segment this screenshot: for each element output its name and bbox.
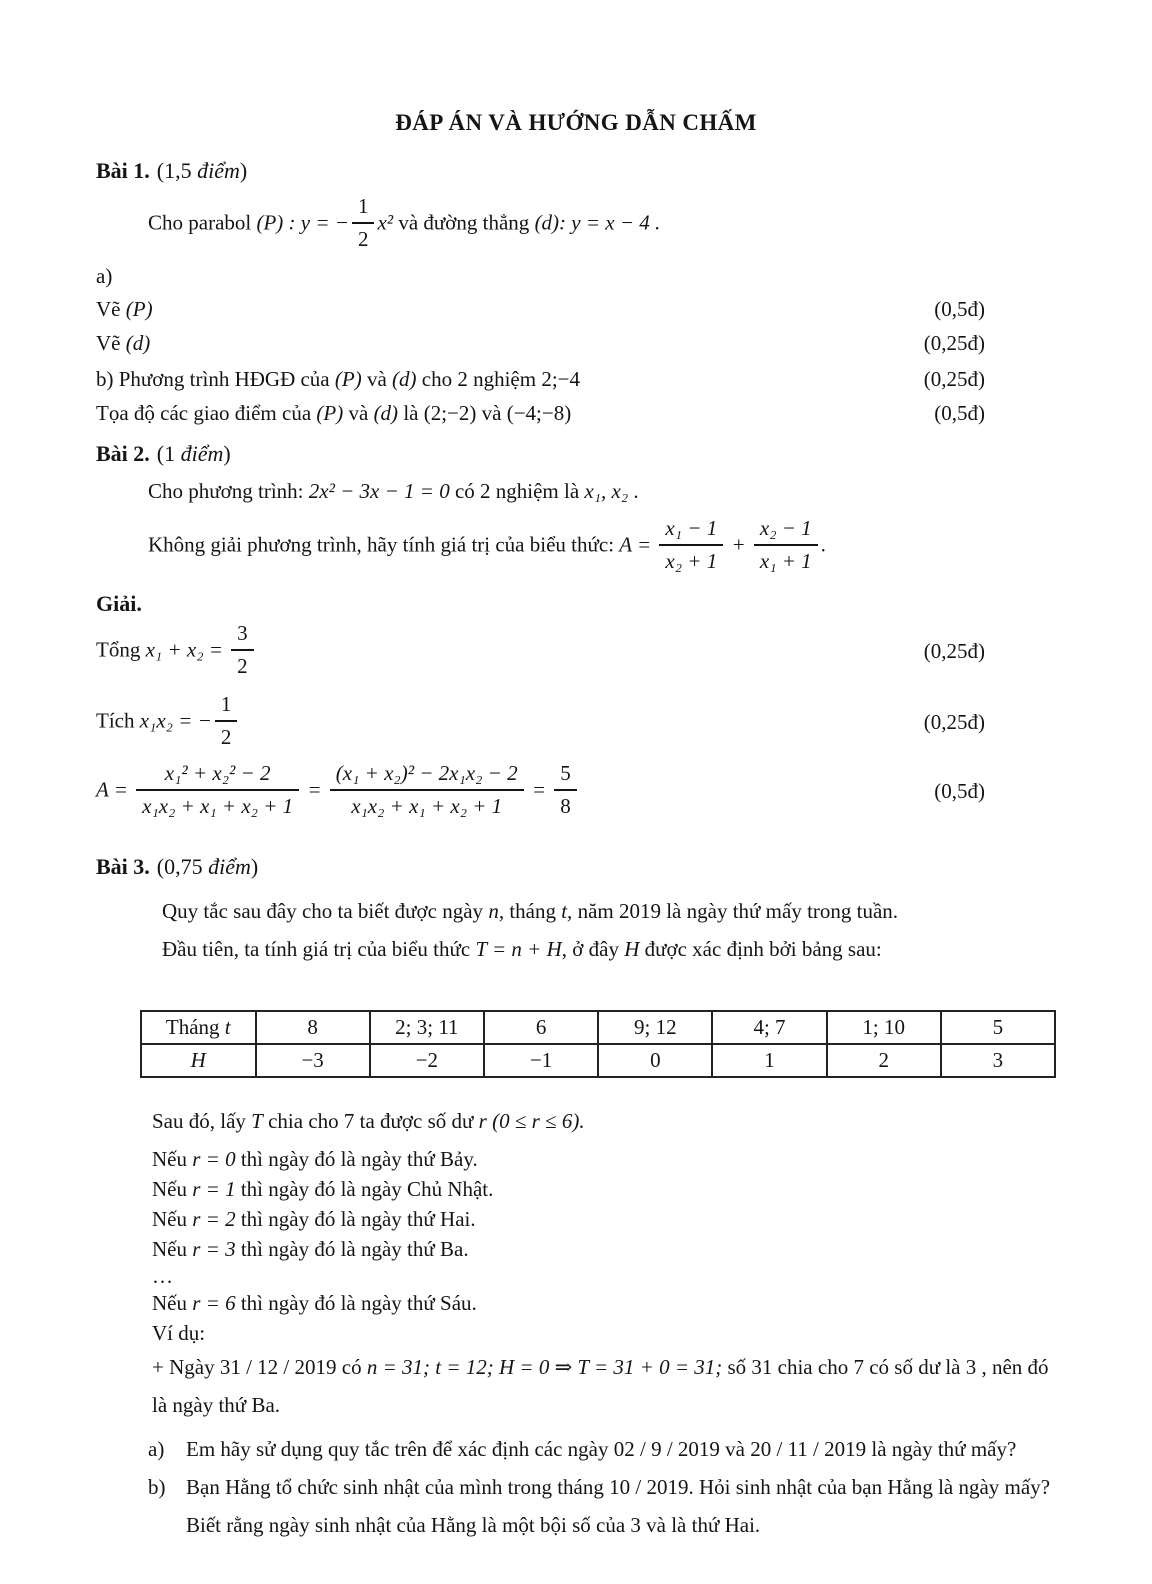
text-segment: tháng (504, 899, 562, 923)
math-segment: n, (488, 899, 505, 923)
math-segment: 2;−4 (541, 367, 581, 391)
row-content (96, 331, 924, 356)
text-segment: Đầu tiên, ta tính giá trị của biểu thức (162, 937, 476, 961)
text-segment: thì ngày đó là ngày thứ Hai. (235, 1207, 476, 1231)
table-header-h: H (141, 1044, 256, 1077)
math-segment: (0 ≤ r ≤ 6). (486, 1109, 585, 1133)
question-text: Bạn Hằng tổ chức sinh nhật của mình trong tháng 10 / 2019. Hỏi sinh nhật của bạn Hằng là ngày mấy? Biết rằng ngày sinh nhật của Hằng là một bội số của 3 và là thứ Hai. (186, 1475, 1051, 1537)
score-row-a-computation (96, 761, 1056, 822)
math-segment: r = 2 (192, 1207, 236, 1231)
question-label: b) (148, 1475, 166, 1499)
math-segment: r = 0 (192, 1147, 236, 1171)
fraction-denominator: x₁x₂ + x₁ + x₂ + 1 (351, 794, 503, 818)
points-badge: (0,25đ) (923, 331, 985, 355)
fraction-numerator: x₁² + x₂² − 2 (136, 759, 299, 791)
points-badge: (0,25đ) (923, 639, 985, 663)
fraction-numerator: 3 (231, 619, 254, 651)
math-segment: (d) (125, 331, 151, 355)
points-badge: (0,5đ) (934, 401, 985, 425)
math-segment: t (224, 1015, 231, 1039)
points-word: điểm (180, 441, 224, 466)
bai1-points-note (157, 158, 247, 183)
text-segment: Tọa độ các giao điểm của (96, 401, 317, 425)
ellipsis-line: … (152, 1264, 173, 1288)
fraction (231, 619, 254, 680)
text-segment: Cho parabol (148, 210, 257, 235)
example-label: Ví dụ: (152, 1321, 206, 1345)
bai3-heading (96, 852, 1056, 882)
table-row-h-values (141, 1044, 1055, 1077)
table-cell: −1 (484, 1044, 598, 1077)
bai1-heading (96, 156, 1056, 186)
bai2-expression-line (96, 516, 1056, 577)
fraction (330, 759, 524, 820)
text-segment: có 2 nghiệm là (449, 479, 585, 503)
math-segment: (P) (334, 367, 362, 391)
question-label: a) (148, 1437, 165, 1461)
bai2-heading (96, 439, 1056, 469)
math-segment: A = (619, 532, 657, 557)
text-segment: chia cho 7 ta được số dư (262, 1109, 479, 1133)
math-segment: n = 31; t = 12; H = 0 ⇒ T = 31 + 0 = 31; (366, 1355, 723, 1379)
math-segment: A = (96, 777, 134, 802)
points-close: ) (250, 854, 259, 879)
text-segment: Tháng (165, 1015, 225, 1039)
math-segment: r = 3 (192, 1237, 236, 1261)
text-segment: thì ngày đó là ngày thứ Bảy. (235, 1147, 478, 1171)
fraction-numerator: 1 (215, 690, 238, 722)
fraction (352, 192, 375, 253)
math-segment: (P) : y = − (256, 210, 349, 235)
fraction-denominator: 8 (560, 794, 571, 818)
fraction-denominator: 2 (220, 725, 232, 749)
fraction (554, 759, 577, 820)
score-row-tich (96, 692, 1056, 753)
math-segment: x₁ + x₂ = (145, 637, 229, 662)
math-segment: r (478, 1109, 487, 1133)
text-segment: + Ngày 31 / 12 / 2019 có (152, 1355, 367, 1379)
question-item-b (96, 1468, 1056, 1544)
fraction-numerator: x₁ − 1 (659, 514, 723, 546)
text-segment: Nếu (152, 1147, 193, 1171)
text-segment: b) Phương trình HĐGĐ của (96, 367, 335, 391)
table-cell: 9; 12 (598, 1011, 712, 1044)
table-cell: −2 (370, 1044, 484, 1077)
text-segment: Vẽ (96, 297, 126, 321)
table-cell: 8 (256, 1011, 370, 1044)
math-segment: (−4;−8) (506, 401, 572, 425)
fraction-denominator: 2 (357, 227, 369, 251)
text-segment: Nếu (152, 1291, 193, 1315)
bai3-label: Bài 3. (96, 854, 150, 879)
points-badge: (0,5đ) (934, 297, 985, 321)
rule-r1 (152, 1174, 1056, 1204)
text-segment: Vẽ (96, 331, 126, 355)
bai3-paragraph-line2 (162, 930, 1056, 968)
math-segment: (2;−2) (423, 401, 477, 425)
math-segment: = (526, 777, 552, 802)
row-content (96, 401, 934, 426)
text-segment: . (820, 532, 826, 557)
fraction-numerator: 5 (554, 759, 577, 791)
text-segment: được xác định bởi bảng sau: (639, 937, 882, 961)
fraction (215, 690, 238, 751)
fraction-numerator: (x₁ + x₂)² − 2x₁x₂ − 2 (330, 759, 524, 791)
bai2-problem-statement (96, 476, 1056, 506)
bai3-rule-paragraph (96, 892, 1056, 968)
math-segment: T = n + H (475, 937, 562, 961)
row-content (96, 621, 924, 682)
math-segment: x² (377, 210, 394, 235)
bai1-label: Bài 1. (96, 158, 150, 183)
text-segment: Cho phương trình: (148, 479, 309, 503)
math-segment: x₁, x₂ (584, 479, 629, 503)
row-content (96, 692, 924, 753)
text-segment: thì ngày đó là ngày thứ Ba. (235, 1237, 469, 1261)
row-content (96, 761, 934, 822)
table-cell: 0 (598, 1044, 712, 1077)
text-segment: số 31 chia cho 7 có số dư là 3 , nên đó là ngày thứ Ba. (152, 1355, 1049, 1417)
example-paragraph (152, 1348, 1056, 1424)
score-row-ve-d (96, 331, 1056, 356)
fraction-denominator: x₂ + 1 (665, 549, 718, 573)
question-item-a (96, 1430, 1056, 1468)
rule-r0 (152, 1144, 1056, 1174)
fraction-numerator: x₂ − 1 (754, 514, 818, 546)
text-segment: và đường thẳng (393, 210, 535, 235)
text-segment: Không giải phương trình, hãy tính giá trị của biểu thức: (148, 532, 620, 557)
text-segment: và (476, 401, 507, 425)
table-cell: 4; 7 (712, 1011, 826, 1044)
math-segment: (d) (373, 401, 399, 425)
fraction (659, 514, 723, 575)
document-title: ĐÁP ÁN VÀ HƯỚNG DẪN CHẤM (395, 110, 757, 135)
fraction-denominator: 2 (237, 654, 248, 678)
month-h-table (140, 1010, 1056, 1078)
fraction (754, 514, 818, 575)
text-segment: cho 2 nghiệm (416, 367, 542, 391)
points-open: (1 (156, 441, 181, 466)
points-close: ) (223, 441, 231, 466)
text-segment: Nếu (152, 1207, 193, 1231)
table-cell: 2; 3; 11 (370, 1011, 484, 1044)
table-header-thang (141, 1011, 256, 1044)
fraction-numerator: 1 (352, 192, 375, 224)
text-segment: và (361, 367, 393, 391)
text-segment: năm 2019 là ngày thứ mấy trong tuần. (572, 899, 899, 923)
rule-r3 (152, 1234, 1056, 1264)
table-cell: 5 (941, 1011, 1055, 1044)
rule-r2 (152, 1204, 1056, 1234)
math-segment: x₁x₂ = − (139, 708, 212, 733)
question-text: Em hãy sử dụng quy tắc trên để xác định các ngày 02 / 9 / 2019 và 20 / 11 / 2019 là ngày thứ mấy? (186, 1437, 1017, 1461)
text-segment: thì ngày đó là ngày thứ Sáu. (235, 1291, 477, 1315)
fraction-denominator: x₁x₂ + x₁ + x₂ + 1 (142, 794, 294, 818)
text-segment: Nếu (152, 1237, 193, 1261)
math-segment: (P) (316, 401, 344, 425)
points-word: điểm (197, 158, 240, 183)
table-row-months (141, 1011, 1055, 1044)
part-a-label: a) (96, 264, 113, 288)
math-segment: (d): y = x − 4 . (534, 210, 661, 235)
points-badge: (0,5đ) (934, 779, 985, 803)
text-segment: là (398, 401, 424, 425)
row-content (96, 297, 934, 322)
text-segment: Tích (96, 708, 140, 733)
giai-label: Giải. (96, 591, 142, 616)
bai3-rules-list (96, 1144, 1056, 1424)
table-cell: 1; 10 (827, 1011, 941, 1044)
text-segment: Nếu (152, 1177, 193, 1201)
table-cell: 1 (712, 1044, 826, 1077)
text-segment: . (628, 479, 639, 503)
math-segment: + (726, 532, 751, 557)
math-segment: t, (561, 899, 573, 923)
text-segment: Tổng (96, 637, 146, 662)
table-cell: 3 (941, 1044, 1055, 1077)
row-content (96, 367, 924, 392)
bai3-points-note (157, 854, 258, 879)
score-row-ve-p (96, 297, 1056, 322)
points-word: điểm (208, 854, 251, 879)
bai3-paragraph-line1 (162, 892, 1056, 930)
fraction (136, 759, 299, 820)
table-cell: 6 (484, 1011, 598, 1044)
points-badge: (0,25đ) (923, 710, 985, 734)
fraction-denominator: x₁ + 1 (759, 549, 812, 573)
bai2-label: Bài 2. (96, 441, 150, 466)
math-segment: = (302, 777, 327, 802)
text-segment: , ở đây (561, 937, 625, 961)
points-close: ) (239, 158, 248, 183)
score-row-tong (96, 621, 1056, 682)
score-row-hdgd (96, 367, 1056, 392)
bai3-remainder-line (96, 1106, 1056, 1136)
bai2-points-note (157, 441, 231, 466)
table-cell: 2 (827, 1044, 941, 1077)
rule-r6 (152, 1288, 1056, 1318)
points-open: (1,5 (156, 158, 198, 183)
table-cell: −3 (256, 1044, 370, 1077)
points-open: (0,75 (156, 854, 209, 879)
math-segment: (P) (125, 297, 153, 321)
text-segment: Quy tắc sau đây cho ta biết được ngày (162, 899, 489, 923)
math-segment: T (251, 1109, 263, 1133)
math-segment: H (624, 937, 640, 961)
bai1-problem-statement (96, 194, 1056, 255)
text-segment: thì ngày đó là ngày Chủ Nhật. (235, 1177, 494, 1201)
math-segment: r = 6 (192, 1291, 236, 1315)
points-badge: (0,25đ) (923, 367, 985, 391)
score-row-giao-diem (96, 401, 1056, 426)
text-segment: Sau đó, lấy (152, 1109, 252, 1133)
math-segment: (d) (392, 367, 417, 391)
math-segment: 2x² − 3x − 1 = 0 (308, 479, 450, 503)
text-segment: và (343, 401, 374, 425)
math-segment: r = 1 (192, 1177, 236, 1201)
